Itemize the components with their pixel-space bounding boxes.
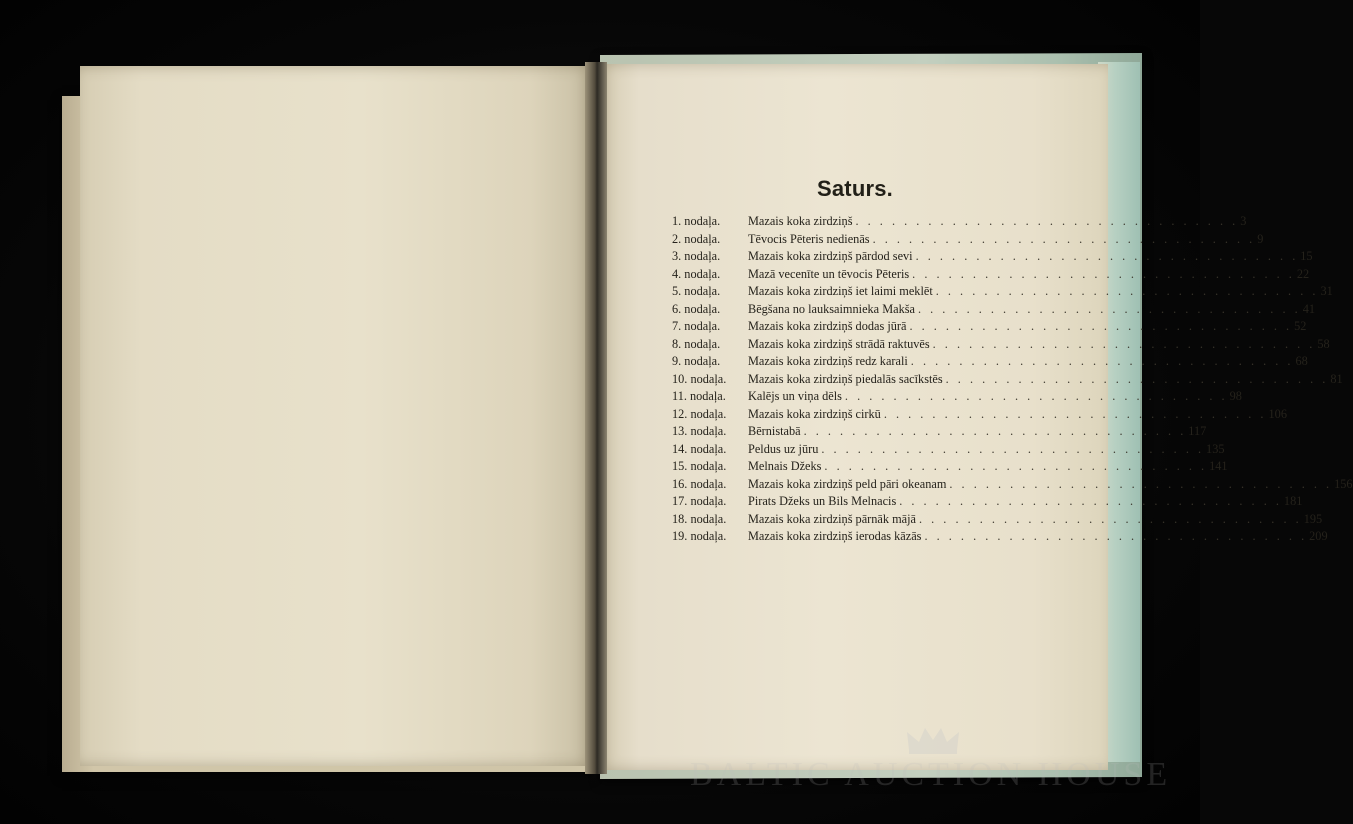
toc-entry — [672, 231, 1264, 250]
toc-chapter-title: Mazais koka zirdziņš iet laimi meklēt — [748, 284, 933, 298]
toc-chapter-number: 7. nodaļa. — [672, 319, 721, 333]
toc-leader-dots: . . . . . . . . . . . . . . . . . . . . . . . . . . . . . . . . — [844, 389, 1228, 403]
table-of-contents — [672, 214, 1353, 547]
toc-entry — [672, 406, 1287, 425]
toc-page-number: 195 — [1303, 511, 1323, 526]
toc-chapter-title: Mazais koka zirdziņš cirkū — [748, 406, 881, 421]
toc-leader-dots: . . . . . . . . . . . . . . . . . . . . . . . . . . . . . . . . — [883, 406, 1267, 421]
toc-entry — [672, 371, 1343, 390]
toc-chapter-number: 16. nodaļa. — [672, 476, 727, 491]
toc-page-number: 31 — [1320, 284, 1333, 298]
toc-leader-dots: . . . . . . . . . . . . . . . . . . . . . . . . . . . . . . . . — [919, 511, 1302, 526]
toc-chapter-number: 13. nodaļa. — [672, 424, 727, 438]
toc-chapter-number: 10. nodaļa. — [672, 371, 727, 386]
toc-leader-dots: . . . . . . . . . . . . . . . . . . . . . . . . . . . . . . . . — [909, 319, 1293, 333]
toc-leader-dots: . . . . . . . . . . . . . . . . . . . . . . . . . . . . . . . . — [912, 266, 1295, 281]
toc-chapter-number: 6. nodaļa. — [672, 301, 721, 316]
toc-page-number: 22 — [1296, 266, 1310, 281]
toc-chapter-title: Melnais Džeks — [748, 459, 822, 473]
toc-chapter-title: Bērnistabā — [748, 424, 801, 438]
toc-leader-dots: . . . . . . . . . . . . . . . . . . . . . . . . . . . . . . . . — [945, 371, 1329, 386]
toc-chapter-title: Tēvocis Pēteris nedienās — [748, 231, 870, 246]
toc-chapter-number: 14. nodaļa. — [672, 441, 727, 456]
toc-entry — [672, 266, 1310, 285]
left-page-blank — [80, 66, 592, 766]
book-gutter — [585, 62, 607, 774]
toc-entry — [672, 249, 1313, 267]
toc-leader-dots: . . . . . . . . . . . . . . . . . . . . . . . . . . . . . . . . — [872, 231, 1256, 246]
toc-page-number: 81 — [1330, 371, 1343, 386]
toc-page-number: 15 — [1300, 249, 1313, 263]
toc-title: Saturs. — [817, 176, 893, 201]
toc-chapter-title: Pirats Džeks un Bils Melnacis — [748, 494, 897, 508]
toc-page-number: 58 — [1317, 336, 1330, 351]
toc-chapter-number: 17. nodaļa. — [672, 494, 727, 508]
toc-entry — [672, 494, 1303, 512]
toc-entry — [672, 529, 1328, 547]
toc-chapter-number: 1. nodaļa. — [672, 214, 721, 228]
toc-entry — [672, 389, 1242, 407]
toc-leader-dots: . . . . . . . . . . . . . . . . . . . . . . . . . . . . . . . . — [935, 284, 1319, 298]
toc-chapter-title: Mazais koka zirdziņš pārdod sevi — [748, 249, 913, 263]
toc-leader-dots: . . . . . . . . . . . . . . . . . . . . . . . . . . . . . . . . — [899, 494, 1282, 508]
toc-chapter-title: Mazā vecenīte un tēvocis Pēteris — [748, 266, 910, 281]
toc-leader-dots: . . . . . . . . . . . . . . . . . . . . . . . . . . . . . . . . — [932, 336, 1316, 351]
toc-chapter-number: 18. nodaļa. — [672, 511, 727, 526]
toc-leader-dots: . . . . . . . . . . . . . . . . . . . . . . . . . . . . . . . . — [824, 459, 1208, 473]
toc-chapter-title: Mazais koka zirdziņš ierodas kāzās — [748, 529, 922, 543]
toc-chapter-number: 15. nodaļa. — [672, 459, 727, 473]
toc-page-number: 52 — [1294, 319, 1307, 333]
toc-chapter-title: Peldus uz jūru — [748, 441, 819, 456]
toc-entry — [672, 459, 1228, 477]
toc-page-number: 3 — [1240, 214, 1247, 228]
toc-leader-dots: . . . . . . . . . . . . . . . . . . . . . . . . . . . . . . . . — [855, 214, 1239, 228]
toc-chapter-title: Mazais koka zirdziņš redz karali — [748, 354, 908, 368]
toc-page-number: 9 — [1257, 231, 1264, 246]
toc-chapter-title: Bēgšana no lauksaimnieka Makša — [748, 301, 915, 316]
toc-chapter-number: 9. nodaļa. — [672, 354, 721, 368]
toc-chapter-number: 11. nodaļa. — [672, 389, 726, 403]
toc-entry — [672, 424, 1207, 442]
toc-entry — [672, 214, 1247, 232]
toc-chapter-title: Mazais koka zirdziņš piedalās sacīkstēs — [748, 371, 943, 386]
toc-leader-dots: . . . . . . . . . . . . . . . . . . . . . . . . . . . . . . . . — [924, 529, 1308, 543]
toc-chapter-number: 8. nodaļa. — [672, 336, 721, 351]
toc-chapter-title: Mazais koka zirdziņš strādā raktuvēs — [748, 336, 930, 351]
toc-page-number: 209 — [1309, 529, 1328, 543]
toc-chapter-number: 12. nodaļa. — [672, 406, 727, 421]
toc-chapter-title: Mazais koka zirdziņš — [748, 214, 853, 228]
toc-leader-dots: . . . . . . . . . . . . . . . . . . . . . . . . . . . . . . . . — [915, 249, 1299, 263]
toc-chapter-number: 4. nodaļa. — [672, 266, 721, 281]
toc-entry — [672, 301, 1315, 320]
toc-chapter-title: Mazais koka zirdziņš dodas jūrā — [748, 319, 907, 333]
toc-chapter-title: Mazais koka zirdziņš peld pāri okeanam — [748, 476, 947, 491]
toc-chapter-number: 19. nodaļa. — [672, 529, 727, 543]
toc-entry — [672, 336, 1330, 355]
toc-page-number: 181 — [1283, 494, 1303, 508]
toc-leader-dots: . . . . . . . . . . . . . . . . . . . . . . . . . . . . . . . . — [918, 301, 1301, 316]
toc-chapter-title: Mazais koka zirdziņš pārnāk mājā — [748, 511, 916, 526]
toc-chapter-number: 3. nodaļa. — [672, 249, 721, 263]
toc-page-number: 41 — [1302, 301, 1315, 316]
toc-leader-dots: . . . . . . . . . . . . . . . . . . . . . . . . . . . . . . . . — [803, 424, 1187, 438]
toc-page-number: 141 — [1209, 459, 1228, 473]
toc-page-number: 98 — [1229, 389, 1242, 403]
toc-page-number: 156 — [1334, 476, 1353, 491]
watermark-text: BALTIC AUCTION HOUSE — [690, 756, 1172, 793]
toc-chapter-title: Kalējs un viņa dēls — [748, 389, 842, 403]
toc-page-number: 135 — [1206, 441, 1225, 456]
toc-leader-dots: . . . . . . . . . . . . . . . . . . . . . . . . . . . . . . . . — [910, 354, 1294, 368]
toc-entry — [672, 354, 1308, 372]
crown-icon — [905, 726, 961, 756]
toc-entry — [672, 441, 1225, 460]
toc-page-number: 117 — [1188, 424, 1207, 438]
toc-entry — [672, 511, 1323, 530]
toc-entry — [672, 319, 1307, 337]
toc-leader-dots: . . . . . . . . . . . . . . . . . . . . . . . . . . . . . . . . — [821, 441, 1205, 456]
toc-chapter-number: 5. nodaļa. — [672, 284, 721, 298]
toc-leader-dots: . . . . . . . . . . . . . . . . . . . . . . . . . . . . . . . . — [949, 476, 1333, 491]
toc-entry — [672, 476, 1353, 495]
toc-page-number: 106 — [1268, 406, 1287, 421]
toc-page-number: 68 — [1295, 354, 1308, 368]
toc-entry — [672, 284, 1333, 302]
toc-chapter-number: 2. nodaļa. — [672, 231, 721, 246]
